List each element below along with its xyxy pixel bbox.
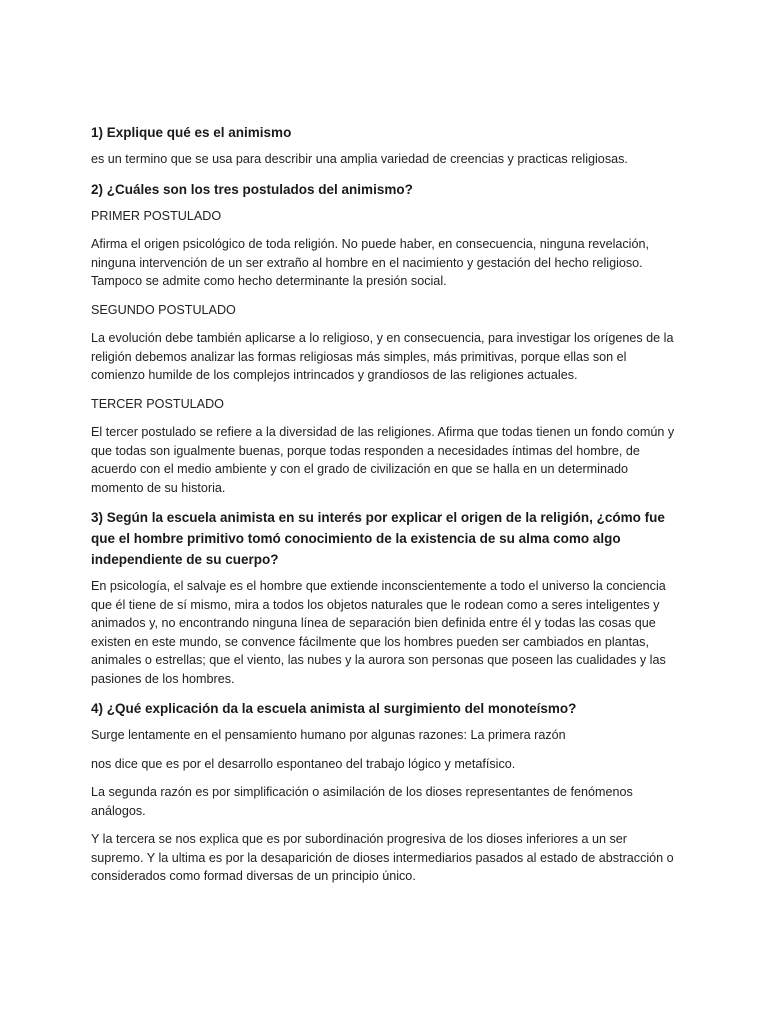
postulado-2-text: La evolución debe también aplicarse a lo religioso, y en consecuencia, para investigar los orígenes de la religión debemos analizar las formas religiosas más simples, más primitivas, porque ellas son el comienzo humilde de los complejos intrincados y grandiosos de las religiones actuales. — [91, 331, 674, 382]
answer-4-paragraph-2: nos dice que es por el desarrollo espontaneo del trabajo lógico y metafísico. — [91, 756, 516, 771]
answer-4-paragraph-1: Surge lentamente en el pensamiento humano por algunas razones: La primera razón — [91, 728, 566, 742]
question-2-heading: 2) ¿Cuáles son los tres postulados del animismo? — [91, 181, 413, 197]
question-3-heading: 3) Según la escuela animista en su interés por explicar el origen de la religión, ¿cómo fue que el hombre primitivo tomó conocimiento de la existencia de su alma como algo independiente de su cuerpo? — [91, 510, 665, 567]
answer-1-text: es un termino que se usa para describir una amplia variedad de creencias y practicas religiosas. — [91, 152, 628, 166]
postulado-1-label: PRIMER POSTULADO — [91, 208, 222, 223]
question-1-heading: 1) Explique qué es el animismo — [91, 125, 292, 140]
question-4-heading: 4) ¿Qué explicación da la escuela animista al surgimiento del monoteísmo? — [91, 701, 577, 716]
answer-4-paragraph-4: Y la tercera se nos explica que es por subordinación progresiva de los dioses inferiores a un ser supremo. Y la ultima es por la desaparición de dioses intermediarios pasados al estado de abstracción o considerados como formad diversas de un principio único. — [91, 832, 674, 883]
answer-3-text: En psicología, el salvaje es el hombre que extiende inconscientemente a todo el universo la conciencia que él tiene de sí mismo, mira a todos los objetos naturales que le rodean como a seres inteligentes y animados y, no encontrando ninguna línea de separación bien definida entre él y todas las cosas que existen en este mundo, se convence fácilmente que los hombres pueden ser cambiados en plantas, animales o estrellas; que el viento, las nubes y la aurora son personas que poseen las cualidades y las pasiones de los hombres. — [91, 579, 666, 686]
postulado-3-label: TERCER POSTULADO — [91, 396, 224, 411]
document-page — [91, 122, 681, 896]
postulado-1-text: Afirma el origen psicológico de toda religión. No puede haber, en consecuencia, ninguna revelación, ninguna intervención de un ser extraño al hombre en el nacimiento y gestación del hecho religioso. Tampoco se admite como hecho determinante la presión social. — [91, 237, 649, 288]
answer-4-paragraph-3: La segunda razón es por simplificación o asimilación de los dioses representantes de fenómenos análogos. — [91, 785, 633, 818]
postulado-3-text: El tercer postulado se refiere a la diversidad de las religiones. Afirma que todas tienen un fondo común y que todas son igualmente buenas, porque todas responden a necesidades íntimas del hombre, de acuerdo con el medio ambiente y con el grado de civilización en que se halla en un determinado momento de su historia. — [91, 425, 675, 495]
postulado-2-label: SEGUNDO POSTULADO — [91, 302, 236, 317]
